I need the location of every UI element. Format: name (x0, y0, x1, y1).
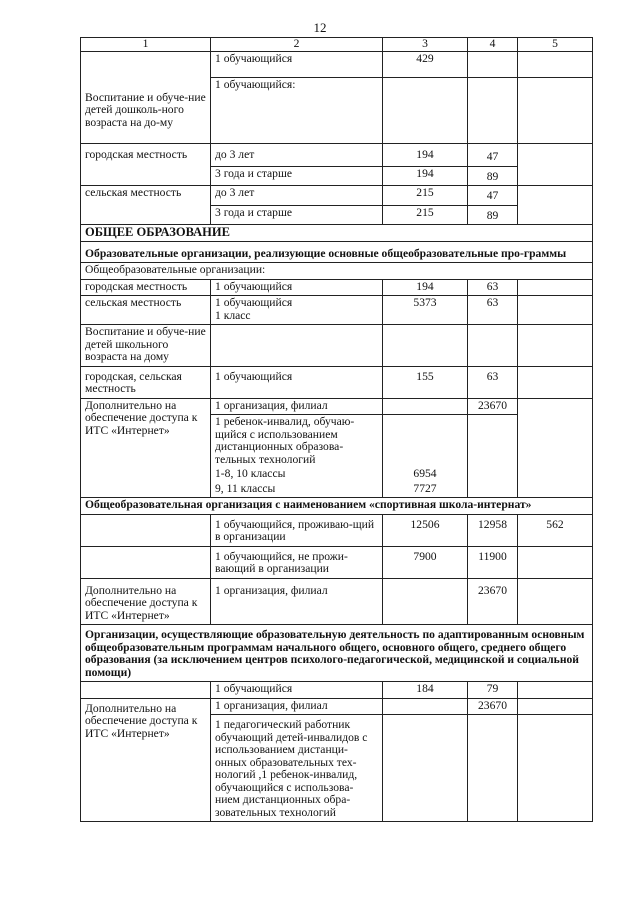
cell-value: 215 (383, 205, 468, 225)
column-number: 1 (81, 38, 211, 52)
row-label: городская, сельская местность (81, 366, 211, 398)
section-heading-row (81, 498, 593, 515)
cell-value: 23670 (468, 698, 518, 715)
cell: до 3 лет (211, 186, 383, 206)
cell: 3 года и старше (211, 166, 383, 186)
section-heading: Организации, осуществляющие образовательную деятельность по адаптированным основным общеобразовательным программам начального общего, основного общего, среднего общего образования (за исключением центров психолого-педагогической, медицинской и социальной помощи) (81, 625, 593, 682)
cell-value: 23670 (468, 578, 518, 625)
cell-value: 23670 (468, 398, 518, 415)
table-row (81, 325, 593, 367)
row-label: Дополнительно на обеспечение доступа к ИТС «Интернет» (81, 398, 211, 498)
cell-value: 63 (468, 279, 518, 296)
cell (383, 578, 468, 625)
cell (518, 78, 593, 144)
cell-value: 7900 (383, 546, 468, 578)
cell-value: 63 (468, 296, 518, 325)
section-heading: ОБЩЕЕ ОБРАЗОВАНИЕ (81, 225, 593, 242)
subsection-label: Общеобразовательные организации: (81, 263, 593, 280)
row-label: городская местность (81, 279, 211, 296)
table-row (81, 144, 593, 167)
cell (211, 325, 383, 367)
cell-value: 6954 (413, 467, 437, 480)
table-row (81, 52, 593, 78)
column-number: 4 (468, 38, 518, 52)
cell (81, 682, 211, 699)
cell-value: 47 (468, 186, 518, 206)
table-row (81, 279, 593, 296)
row-label: Воспитание и обуче-ние детей школьного возраста на дому (81, 325, 211, 367)
cell (518, 398, 593, 498)
cell-value: 5373 (383, 296, 468, 325)
cell (518, 682, 593, 699)
cell (518, 546, 593, 578)
page-number: 12 (313, 20, 327, 35)
table-row (81, 186, 593, 206)
column-number: 3 (383, 38, 468, 52)
cell-line: 1 обучающийся (215, 296, 293, 309)
cell (211, 415, 383, 498)
cell: 1 обучающийся (211, 682, 383, 699)
cell (383, 415, 468, 498)
cell: до 3 лет (211, 144, 383, 167)
table-row (81, 578, 593, 625)
cell-value: 79 (468, 682, 518, 699)
table-row (81, 398, 593, 415)
section-heading-row (81, 625, 593, 682)
cell (468, 415, 518, 498)
cell: 1 обучающийся (211, 279, 383, 296)
section-heading: Образовательные организации, реализующие основные общеобразовательные про-граммы (81, 241, 593, 263)
row-label: Дополнительно на обеспечение доступа к ИТС «Интернет» (81, 578, 211, 625)
table-row (81, 263, 593, 280)
row-label: сельская местность (81, 296, 211, 325)
cell-value: 155 (383, 366, 468, 398)
cell (468, 715, 518, 822)
cell (468, 78, 518, 144)
section-heading: Общеобразовательная организация с наименованием «спортивная школа-интернат» (81, 498, 593, 515)
cell: 1 педагогический работник обучающий детей-инвалидов с использованием дистанци-онных образовательных тех-нологий ,1 ребенок-инвалид, обучающийся с использова-нием дистанционных обра-зовательных технологий (211, 715, 383, 822)
row-label: сельская местность (81, 186, 211, 225)
cell-value: 184 (383, 682, 468, 699)
cell (383, 78, 468, 144)
column-number: 2 (211, 38, 383, 52)
standards-table (80, 37, 593, 822)
cell-line: 1-8, 10 классы (215, 467, 286, 480)
cell (383, 325, 468, 367)
cell (518, 366, 593, 398)
cell-line: 9, 11 классы (215, 481, 276, 495)
cell (81, 546, 211, 578)
column-numbers-row (81, 38, 593, 52)
cell (518, 578, 593, 625)
cell-value: 194 (383, 279, 468, 296)
cell (518, 715, 593, 822)
table-row (81, 682, 593, 699)
cell-value: 429 (383, 52, 468, 78)
cell-value: 11900 (468, 546, 518, 578)
cell: 1 обучающийся (211, 52, 383, 78)
table-row (81, 546, 593, 578)
cell (518, 52, 593, 78)
cell-value: 89 (468, 166, 518, 186)
cell-value: 562 (518, 514, 593, 546)
cell-line: 1 ребенок-инвалид, обучаю-щийся с использованием дистанционных образова-тельных технологий (215, 415, 355, 466)
cell-value: 194 (383, 166, 468, 186)
cell-value: 12958 (468, 514, 518, 546)
cell (518, 144, 593, 186)
cell (518, 279, 593, 296)
cell (468, 325, 518, 367)
cell: 1 организация, филиал (211, 578, 383, 625)
cell (468, 52, 518, 78)
cell (383, 715, 468, 822)
cell (518, 296, 593, 325)
cell (518, 698, 593, 715)
table-row (81, 698, 593, 715)
cell-value: 47 (468, 144, 518, 167)
row-label: Дополнительно на обеспечение доступа к ИТС «Интернет» (81, 698, 211, 822)
cell (383, 698, 468, 715)
cell: 1 обучающийся: (211, 78, 383, 144)
cell-value: 215 (383, 186, 468, 206)
column-number: 5 (518, 38, 593, 52)
cell (81, 514, 211, 546)
cell-value: 63 (468, 366, 518, 398)
cell: 1 организация, филиал (211, 698, 383, 715)
cell (383, 398, 468, 415)
cell: 1 организация, филиал (211, 398, 383, 415)
table-row (81, 366, 593, 398)
cell-value: 194 (383, 144, 468, 167)
row-label: Воспитание и обуче-ние детей дошколь-ного возраста на до-му (81, 52, 211, 144)
cell (211, 296, 383, 325)
cell-value: 7727 (413, 481, 437, 495)
table-row (81, 514, 593, 546)
cell: 1 обучающийся, не прожи-вающий в организации (211, 546, 383, 578)
cell-value: 12506 (383, 514, 468, 546)
cell-value: 89 (468, 205, 518, 225)
cell: 3 года и старше (211, 205, 383, 225)
cell: 1 обучающийся (211, 366, 383, 398)
cell: 1 обучающийся, проживаю-щий в организации (211, 514, 383, 546)
cell (518, 186, 593, 225)
cell (518, 325, 593, 367)
row-label: городская местность (81, 144, 211, 186)
table-row (81, 296, 593, 325)
section-heading-row (81, 225, 593, 242)
cell-line: 1 класс (215, 308, 251, 322)
section-heading-row (81, 241, 593, 263)
